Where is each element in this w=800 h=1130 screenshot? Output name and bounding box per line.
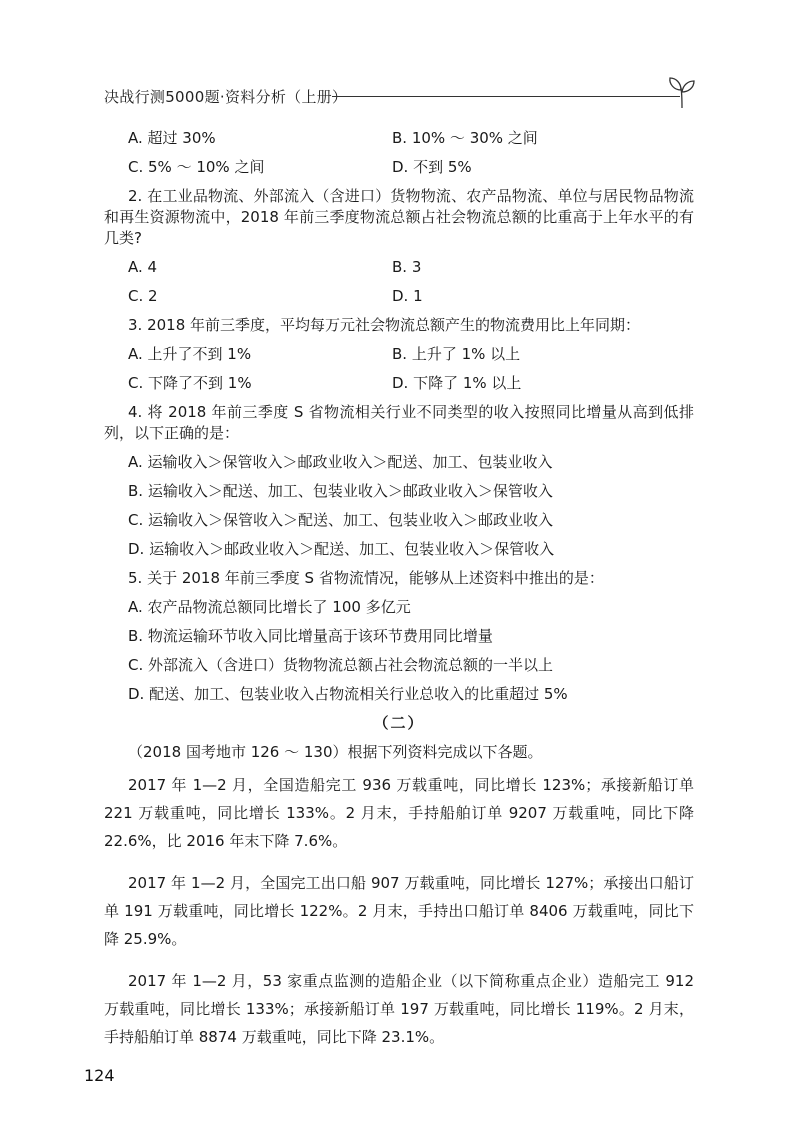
q1-option-a: A. 超过 30% (128, 129, 216, 147)
q3-options-row-2 (104, 373, 694, 394)
paragraph-3: 2017 年 1—2 月，53 家重点监测的造船企业（以下简称重点企业）造船完工 912 万载重吨，同比增长 133%；承接新船订单 197 万载重吨，同比增长 119%。2 月末，手持船舶订单 8874 万载重吨，同比下降 23.1%。 (104, 972, 694, 1046)
q2-options-row-2 (104, 286, 694, 307)
q3-stem: 3. 2018 年前三季度，平均每万元社会物流总额产生的物流费用比上年同期： (128, 316, 641, 334)
q2-options-row-1 (104, 257, 694, 278)
paragraph-1: 2017 年 1—2 月，全国造船完工 936 万载重吨，同比增长 123%；承接新船订单 221 万载重吨，同比增长 133%。2 月末，手持船舶订单 9207 万载重吨，同比下降 22.6%，比 2016 年末下降 7.6%。 (104, 776, 694, 850)
page-body (104, 128, 694, 1065)
q3-option-c: C. 下降了不到 1% (128, 374, 252, 392)
q1-option-d: D. 不到 5% (392, 158, 472, 176)
q2-option-a: A. 4 (128, 258, 158, 276)
q5-option-d: D. 配送、加工、包装业收入占物流相关行业总收入的比重超过 5% (128, 685, 568, 703)
q2-option-b: B. 3 (392, 258, 422, 276)
q3-option-d: D. 下降了 1% 以上 (392, 374, 522, 392)
q4-option-a: A. 运输收入＞保管收入＞邮政业收入＞配送、加工、包装业收入 (128, 453, 553, 471)
header-title: 决战行测5000题·资料分析（上册） (104, 88, 348, 106)
q2-option-c: C. 2 (128, 287, 158, 305)
q1-option-b: B. 10% ～ 30% 之间 (392, 129, 538, 147)
q5-option-c: C. 外部流入（含进口）货物物流总额占社会物流总额的一半以上 (128, 656, 554, 674)
q4-stem: 4. 将 2018 年前三季度 S 省物流相关行业不同类型的收入按照同比增量从高到低排列，以下正确的是： (104, 403, 694, 442)
sprout-icon (666, 74, 698, 110)
section-intro: （2018 国考地市 126 ～ 130）根据下列资料完成以下各题。 (128, 743, 543, 761)
q4-option-c: C. 运输收入＞保管收入＞配送、加工、包装业收入＞邮政业收入 (128, 511, 554, 529)
q2-option-d: D. 1 (392, 287, 423, 305)
header-rule (332, 96, 680, 97)
q5-option-a: A. 农产品物流总额同比增长了 100 多亿元 (128, 598, 411, 616)
q4-option-d: D. 运输收入＞邮政业收入＞配送、加工、包装业收入＞保管收入 (128, 540, 555, 558)
paragraph-2: 2017 年 1—2 月，全国完工出口船 907 万载重吨，同比增长 127%；承接出口船订单 191 万载重吨，同比增长 122%。2 月末，手持出口船订单 8406 万载重吨，同比下降 25.9%。 (104, 874, 694, 948)
q3-option-a: A. 上升了不到 1% (128, 345, 252, 363)
q3-option-b: B. 上升了 1% 以上 (392, 345, 521, 363)
running-header (104, 86, 694, 116)
page-number: 124 (84, 1066, 115, 1085)
q1-options-row-1 (104, 128, 694, 149)
q2-stem: 2. 在工业品物流、外部流入（含进口）货物物流、农产品物流、单位与居民物品物流和再生资源物流中，2018 年前三季度物流总额占社会物流总额的比重高于上年水平的有几类? (104, 187, 694, 247)
q4-option-b: B. 运输收入＞配送、加工、包装业收入＞邮政业收入＞保管收入 (128, 482, 553, 500)
q1-options-row-2 (104, 157, 694, 178)
q3-options-row-1 (104, 344, 694, 365)
q5-stem: 5. 关于 2018 年前三季度 S 省物流情况，能够从上述资料中推出的是： (128, 569, 604, 587)
q1-option-c: C. 5% ～ 10% 之间 (128, 158, 265, 176)
section-title: （二） (373, 714, 425, 732)
q5-option-b: B. 物流运输环节收入同比增量高于该环节费用同比增量 (128, 627, 493, 645)
